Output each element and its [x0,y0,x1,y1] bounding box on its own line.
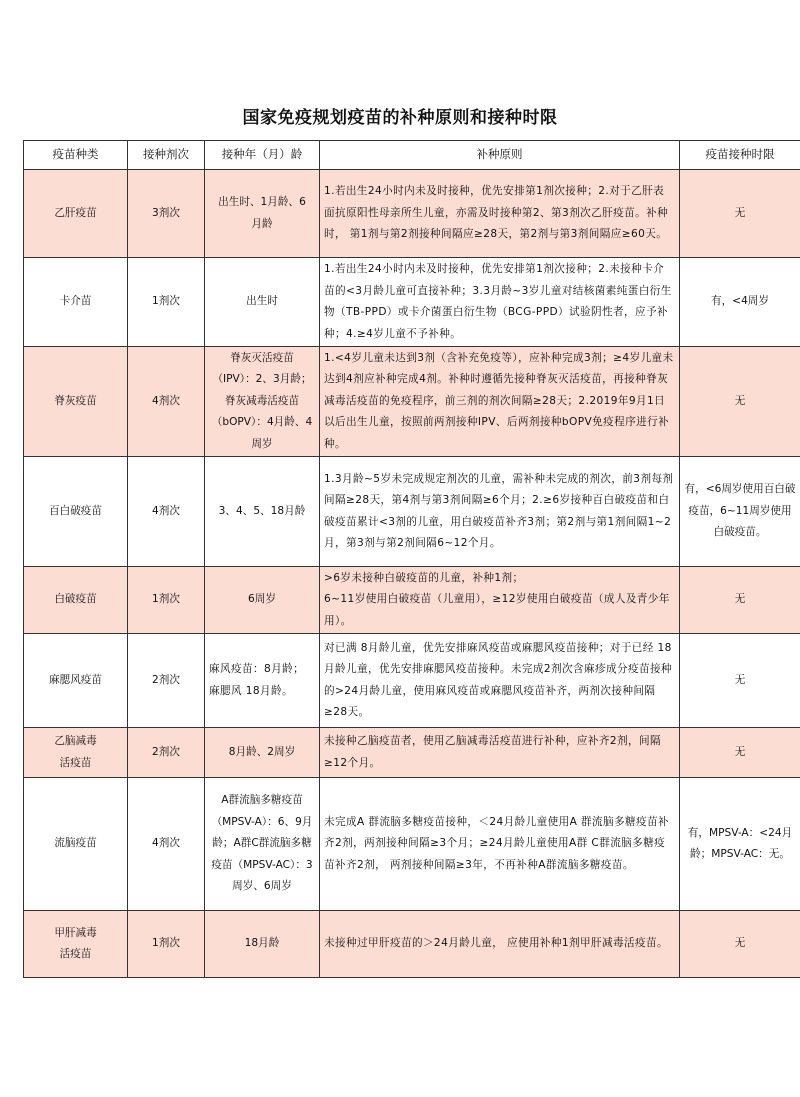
vaccine-name: 脊灰疫苗 [24,347,128,457]
vaccination-age: 3、4、5、18月龄 [205,457,320,567]
time-limit: 无 [680,728,800,778]
table-row [24,170,800,258]
time-limit: 无 [680,170,800,258]
vaccination-age: 出生时 [205,258,320,347]
catch-up-principle: 未接种乙脑疫苗者，使用乙脑减毒活疫苗进行补种，应补齐2剂，间隔≥12个月。 [320,728,680,778]
catch-up-principle: 1.<4岁儿童未达到3剂（含补充免疫等），应补种完成3剂；≥4岁儿童未达到4剂应补种完成4剂。补种时遵循先接种脊灰灭活疫苗，再接种脊灰减毒活疫苗的免疫程序，前三剂的剂次间隔≥28天；2.2019年9月1日以后出生儿童，按照前两剂接种IPV、后两剂接种bOPV免疫程序进行补种。 [320,347,680,457]
vaccination-age: 出生时、1月龄、6 月龄 [205,170,320,258]
vaccination-age: 6周岁 [205,567,320,634]
vaccine-name: 甲肝减毒 活疫苗 [24,911,128,978]
vaccine-name: 流脑疫苗 [24,778,128,911]
time-limit: 无 [680,634,800,728]
dose-count: 4剂次 [128,347,205,457]
header-principle: 补种原则 [320,141,680,170]
dose-count: 4剂次 [128,778,205,911]
catch-up-principle: 对已满 8月龄儿童，优先安排麻风疫苗或麻腮风疫苗接种；对于已经 18月龄儿童，优先安排麻腮风疫苗接种。未完成2剂次含麻疹成分疫苗接种的>24月龄儿童，使用麻风疫苗或麻腮风疫苗补齐，两剂次接种间隔≥28天。 [320,634,680,728]
vaccination-age: 8月龄、2周岁 [205,728,320,778]
header-age: 接种年（月）龄 [205,141,320,170]
table-row [24,728,800,778]
header-vaccine-type: 疫苗种类 [24,141,128,170]
time-limit: 无 [680,347,800,457]
vaccination-age: 脊灰灭活疫苗（IPV）：2、3月龄；脊灰减毒活疫苗（bOPV）：4月龄、4周岁 [205,347,320,457]
vaccine-table [23,140,800,978]
time-limit: 无 [680,911,800,978]
time-limit: 有，MPSV-A：<24月龄；MPSV-AC：无。 [680,778,800,911]
table-row [24,911,800,978]
time-limit: 有，<4周岁 [680,258,800,347]
dose-count: 3剂次 [128,170,205,258]
dose-count: 2剂次 [128,634,205,728]
dose-count: 2剂次 [128,728,205,778]
vaccine-name: 白破疫苗 [24,567,128,634]
table-row [24,347,800,457]
vaccine-name: 卡介苗 [24,258,128,347]
vaccine-name: 百白破疫苗 [24,457,128,567]
table-row [24,634,800,728]
vaccination-age: 麻风疫苗：8月龄； 麻腮风 18月龄。 [205,634,320,728]
page-title: 国家免疫规划疫苗的补种原则和接种时限 [242,108,558,128]
header-doses: 接种剂次 [128,141,205,170]
catch-up-principle: 1.若出生24小时内未及时接种，优先安排第1剂次接种；2.未接种卡介苗的<3月龄儿童可直接补种；3.3月龄~3岁儿童对结核菌素纯蛋白衍生物（TB-PPD）或卡介菌蛋白衍生物（BCG-PPD）试验阴性者，应予补种；4.≥4岁儿童不予补种。 [320,258,680,347]
dose-count: 1剂次 [128,258,205,347]
dose-count: 1剂次 [128,567,205,634]
table-row [24,778,800,911]
time-limit: 有，<6周岁使用百白破疫苗，6~11周岁使用白破疫苗。 [680,457,800,567]
catch-up-principle: 1.若出生24小时内未及时接种，优先安排第1剂次接种；2.对于乙肝表面抗原阳性母亲所生儿童，亦需及时接种第2、第3剂次乙肝疫苗。补种时， 第1剂与第2剂接种间隔应≥28天，第2剂与第3剂间隔应≥60天。 [320,170,680,258]
header-row [24,141,800,170]
time-limit: 无 [680,567,800,634]
table-row [24,258,800,347]
table-row [24,567,800,634]
dose-count: 4剂次 [128,457,205,567]
catch-up-principle: 1.3月龄~5岁未完成规定剂次的儿童，需补种未完成的剂次，前3剂每剂间隔≥28天，第4剂与第3剂间隔≥6个月；2.≥6岁接种百白破疫苗和白破疫苗累计<3剂的儿童，用白破疫苗补齐3剂；第2剂与第1剂间隔1~2月，第3剂与第2剂间隔6~12个月。 [320,457,680,567]
vaccine-name: 乙肝疫苗 [24,170,128,258]
table-row [24,457,800,567]
vaccine-name: 麻腮风疫苗 [24,634,128,728]
catch-up-principle: >6岁未接种白破疫苗的儿童，补种1剂； 6~11岁使用白破疫苗（儿童用），≥12岁使用白破疫苗（成人及青少年用）。 [320,567,680,634]
header-time-limit: 疫苗接种时限 [680,141,800,170]
vaccine-name: 乙脑减毒 活疫苗 [24,728,128,778]
dose-count: 1剂次 [128,911,205,978]
vaccination-age: A群流脑多糖疫苗（MPSV-A）：6、9月龄；A群C群流脑多糖疫苗（MPSV-AC）：3周岁、6周岁 [205,778,320,911]
catch-up-principle: 未接种过甲肝疫苗的＞24月龄儿童， 应使用补种1剂甲肝减毒活疫苗。 [320,911,680,978]
vaccination-age: 18月龄 [205,911,320,978]
catch-up-principle: 未完成A 群流脑多糖疫苗接种，＜24月龄儿童使用A 群流脑多糖疫苗补齐2剂，两剂接种间隔≥3个月；≥24月龄儿童使用A群 C群流脑多糖疫苗补齐2剂， 两剂接种间隔≥3年，不再补种A群流脑多糖疫苗。 [320,778,680,911]
